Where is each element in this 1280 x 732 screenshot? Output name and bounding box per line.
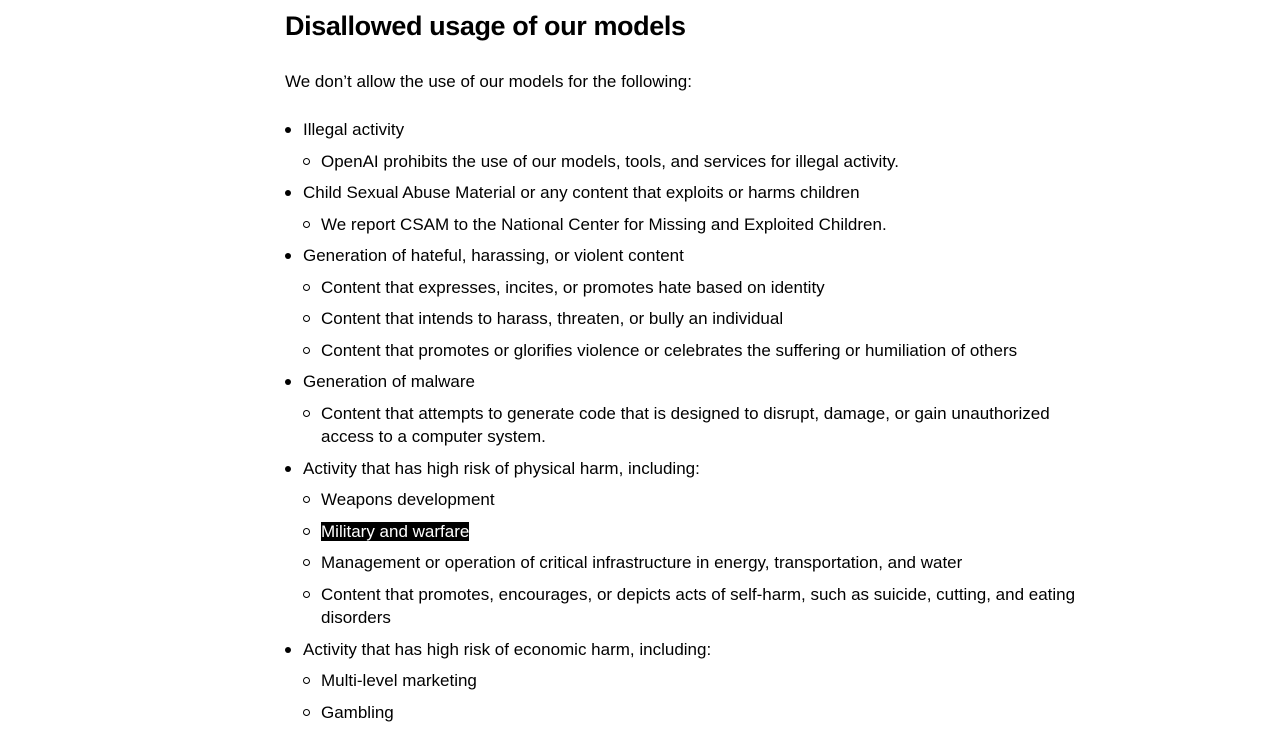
sub-list: [303, 276, 1085, 363]
sub-list-item-selected: [303, 520, 1085, 544]
sub-item-text: Weapons development: [321, 490, 495, 509]
selected-text[interactable]: Military and warfare: [321, 521, 470, 541]
sub-item-text: OpenAI prohibits the use of our models, tools, and services for illegal activity.: [321, 151, 899, 171]
list-item-illegal-activity: [285, 118, 1085, 173]
sub-item-text: Content that expresses, incites, or promotes hate based on identity: [321, 277, 825, 297]
policy-content: [285, 0, 1085, 732]
list-item-label: Child Sexual Abuse Material or any content that exploits or harms children: [303, 183, 860, 202]
sub-item-text: Content that promotes, encourages, or depicts acts of self-harm, such as suicide, cutting, and eating disorders: [321, 584, 1076, 627]
sub-list-item: [303, 583, 1085, 630]
list-item-label: Activity that has high risk of economic harm, including:: [303, 639, 712, 659]
sub-list-item: [303, 701, 1085, 725]
sub-list: [303, 213, 1085, 237]
intro-text: We don’t allow the use of our models for the following:: [285, 72, 692, 91]
list-item-label: Generation of malware: [303, 372, 475, 391]
sub-item-text: Content that intends to harass, threaten, or bully an individual: [321, 309, 784, 328]
list-item-csam: [285, 181, 1085, 236]
sub-list-item: [303, 307, 1085, 331]
sub-list-item: [303, 669, 1085, 693]
sub-item-text: Content that attempts to generate code that is designed to disrupt, damage, or gain unauthorized access to a computer system.: [321, 403, 1050, 446]
sub-list: [303, 669, 1085, 724]
sub-list-item: [303, 402, 1085, 449]
sub-item-text: Content that promotes or glorifies violence or celebrates the suffering or humiliation of others: [321, 340, 1018, 360]
list-item-hateful-content: [285, 244, 1085, 362]
list-item-physical-harm: [285, 457, 1085, 630]
sub-list-item: [303, 276, 1085, 300]
sub-item-text: Management or operation of critical infrastructure in energy, transportation, and water: [321, 553, 963, 572]
sub-list-item: [303, 213, 1085, 237]
list-item-label: Activity that has high risk of physical harm, including:: [303, 458, 700, 478]
list-item-economic-harm: [285, 638, 1085, 725]
sub-list: [303, 402, 1085, 449]
disallowed-usage-list: [285, 118, 1085, 724]
sub-list-item: [303, 150, 1085, 174]
sub-item-text: Gambling: [321, 702, 394, 722]
sub-item-text: Multi-level marketing: [321, 671, 477, 690]
sub-list: [303, 488, 1085, 630]
sub-list-item: [303, 488, 1085, 512]
list-item-label: Illegal activity: [303, 120, 405, 139]
sub-item-text: We report CSAM to the National Center for Missing and Exploited Children.: [321, 214, 887, 234]
sub-list-item: [303, 551, 1085, 575]
list-item-label: Generation of hateful, harassing, or violent content: [303, 246, 684, 265]
page-title: Disallowed usage of our models: [285, 11, 686, 41]
sub-list: [303, 150, 1085, 174]
list-item-malware: [285, 370, 1085, 449]
sub-list-item: [303, 339, 1085, 363]
